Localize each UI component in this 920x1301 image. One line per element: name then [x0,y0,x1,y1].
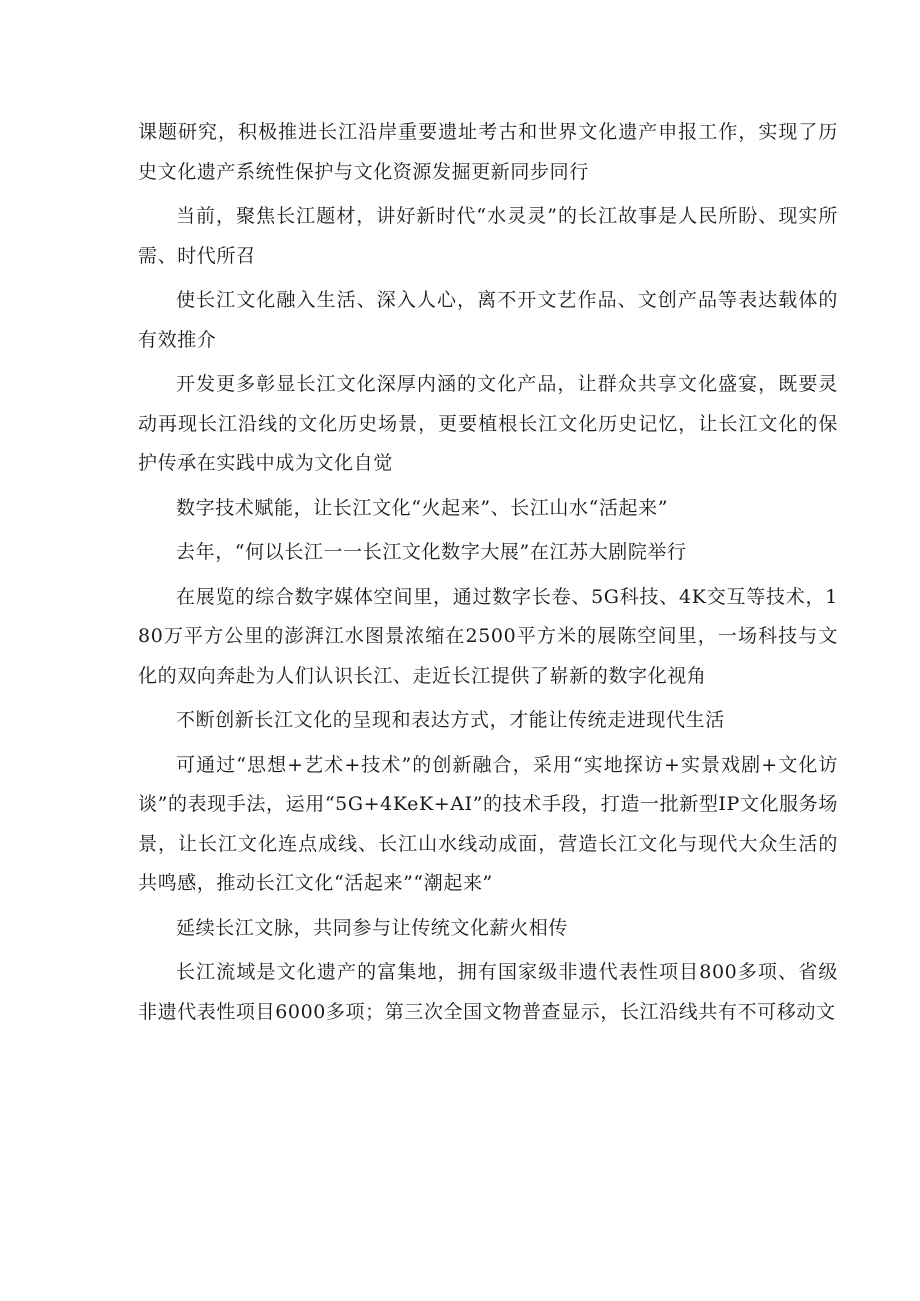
paragraph-2: 当前，聚焦长江题材，讲好新时代“水灵灵”的长江故事是人民所盼、现实所需、时代所召 [138,205,838,267]
paragraph-4: 开发更多彰显长江文化深厚内涵的文化产品，让群众共享文化盛宴，既要灵动再现长江沿线的文化历史场景，更要植根长江文化历史记忆，让长江文化的保护传承在实践中成为文化自觉 [138,373,838,474]
paragraph-9: 可通过“思想+艺术+技术”的创新融合，采用“实地探访+实景戏剧+文化访谈”的表现手法，运用“5G+4KeK+AI”的技术手段，打造一批新型IP文化服务场景，让长江文化连点成线、长江山水线动成面，营造长江文化与现代大众生活的共鸣感，推动长江文化“活起来”“潮起来” [138,753,838,894]
paragraph-1: 课题研究，积极推进长江沿岸重要遗址考古和世界文化遗产申报工作，实现了历史文化遗产系统性保护与文化资源发掘更新同步同行 [138,121,838,183]
document-body [138,113,838,1032]
paragraph-8: 不断创新长江文化的呈现和表达方式，才能让传统走进现代生活 [176,709,725,731]
paragraph-6: 去年，“何以长江一一长江文化数字大展”在江苏大剧院举行 [176,541,687,563]
paragraph-5: 数字技术赋能，让长江文化“火起来”、长江山水“活起来” [176,496,669,519]
paragraph-7: 在展览的综合数字媒体空间里，通过数字长卷、5G科技、4K交互等技术，180万平方公里的澎湃江水图景浓缩在2500平方米的展陈空间里，一场科技与文化的双向奔赴为人们认识长江、走近长江提供了崭新的数字化视角 [138,585,838,687]
paragraph-10: 延续长江文脉，共同参与让传统文化薪火相传 [176,916,569,939]
paragraph-3: 使长江文化融入生活、深入人心，离不开文艺作品、文创产品等表达载体的有效推介 [138,289,838,351]
paragraph-11: 长江流域是文化遗产的富集地，拥有国家级非遗代表性项目800多项、省级非遗代表性项目6000多项；第三次全国文物普查显示，长江沿线共有不可移动文 [138,961,838,1023]
